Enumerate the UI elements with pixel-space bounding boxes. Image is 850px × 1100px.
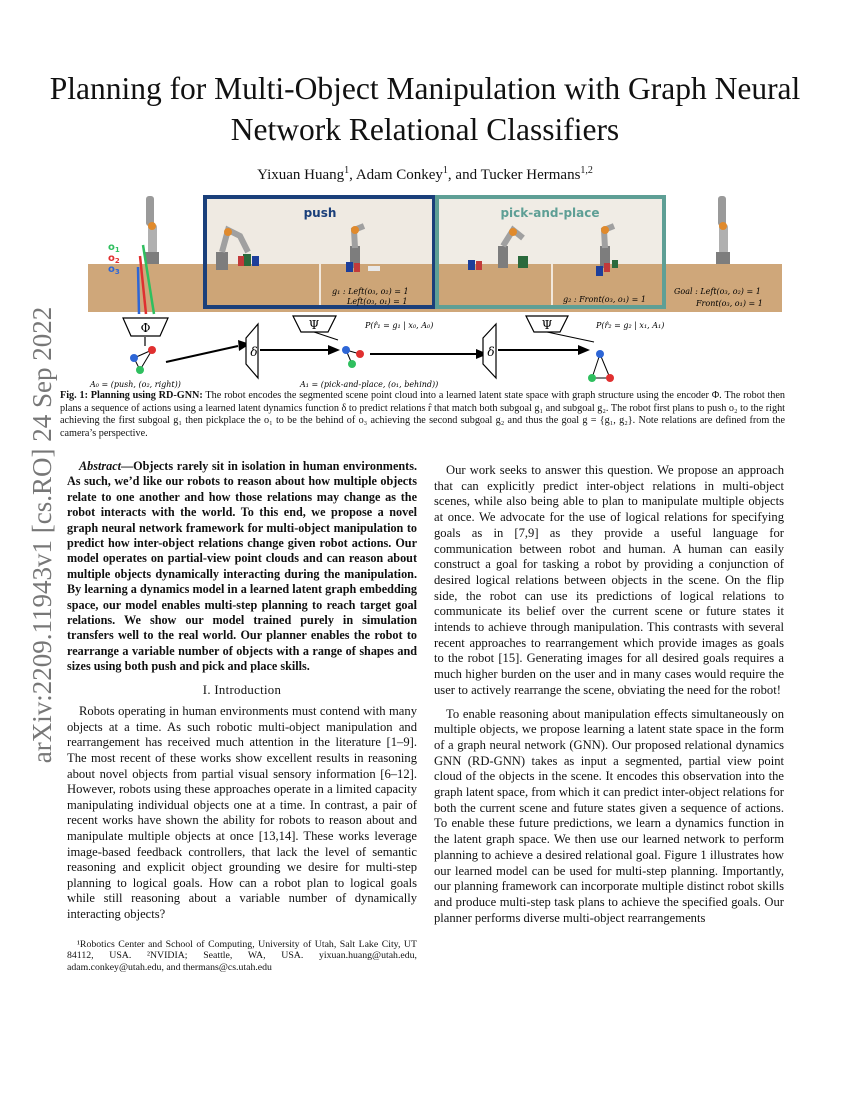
author-3-affil: 1,2 [580, 165, 593, 176]
ray-blue [138, 267, 139, 314]
abstract-dash: — [120, 459, 134, 473]
delta-symbol-2: δ [487, 345, 495, 359]
arxiv-identifier: arXiv:2209.11943v1 [cs.RO] 24 Sep 2022 [27, 306, 57, 764]
abstract-label: Abstract [79, 459, 121, 473]
subgoal-1-rel1: g₁ : Left(o₃, o₂) = 1 [332, 287, 409, 296]
goal-rel2: Front(o₃, o₁) = 1 [696, 299, 763, 308]
author-2: Adam Conkey [355, 167, 443, 183]
goal-rel1: Goal : Left(o₃, o₂) = 1 [674, 287, 761, 296]
object-label-o3: $o_3$ [108, 264, 120, 276]
figure-1 [88, 190, 782, 390]
prob-2: P(r̂₂ = g₂ | x₁, A₁) [596, 321, 665, 330]
abstract-text: Objects rarely sit in isolation in human environments. As such, we’d like our robots to reason about how multiple objects relate to one another and how those relations may change as the robot interacts with the world. To this end, we propose a novel graph neural network framework for multi-object manipulation to predict how inter-object relations change given robot actions. Our model operates on partial-view point clouds and can reason about multiple objects dynamically interacting during the manipulation. By learning a dynamics model in a learned latent graph embedding space, our model enables multi-step planning to reach target goal relations. We show our model trained purely in simulation transfers well to the real world. Our planner enables the robot to rearrange a variable number of objects with a range of shapes and sizes using both push and pick and place skills. [67, 459, 417, 674]
object-label-o2: $o_2$ [108, 253, 120, 265]
abstract [67, 459, 417, 675]
subgoal-1-rel2: Left(o₃, o₁) = 1 [347, 297, 408, 306]
author-1-affil: 1 [344, 165, 350, 176]
right-column [434, 463, 784, 926]
action-1: A₁ = (pick-and-place, (o₁, behind)) [300, 380, 439, 389]
author-1: Yixuan Huang [257, 167, 345, 183]
caption-text: The robot encodes the segmented scene point cloud into a learned latent state space with graph structure using the encoder Φ. The robot then plans a sequence of actions using a learned latent dynamics function δ to predict relations r̂ that match both subgoal g₁ and subgoal g₂. The robot first plans to push o₂ to the right achieving the first subgoal g₁ then pickplace the o₁ to be the behind of o₃ achieving the second subgoal g₂ and thus the goal g = {g₁, g₂}. Note relations are defined from the camera’s perspective. [60, 390, 786, 439]
prob-1: P(r̂₁ = g₁ | x₀, A₀) [365, 321, 434, 330]
author-2-affil: 1 [442, 165, 448, 176]
paper-title: Planning for Multi-Object Manipulation with Graph Neural Network Relational Classifiers [49, 71, 801, 147]
graph-0 [130, 346, 156, 374]
author-3: Tucker Hermans [480, 167, 581, 183]
arxiv-sidebar [22, 290, 62, 780]
psi-symbol-2: Ψ [541, 318, 553, 332]
subgoal-2-rel: g₂ : Front(o₃, o₁) = 1 [563, 295, 646, 304]
intro-paragraph-2: Our work seeks to answer this question. We propose an approach that can explicitly predict inter-object relations in multi-object scenes, while also being able to plan to manipulate multiple objects at once. We advocate for the use of logical relations for specifying goals as in [7,9] as they provide a useful language for communication between robot and human. A human can easily construct a goal for tasking a robot by providing a conjunction of desired logical relations between objects in the scene. On the flip side, the robot can use its predictions of logical relations to communicate its belief over the current scene or future states it intends to achieve through manipulation. This contrasts with several recent approaches to rearrangement which provide images as goals to the robot [15]. Generating images for all desired goals requires a much higher burden on the user and in many cases would require the user to actively rearrange the scene, obviating the need for the robot! [434, 463, 784, 697]
author-separator: , [349, 167, 356, 183]
graph-2 [588, 350, 614, 382]
intro-paragraph-3: To enable reasoning about manipulation effects simultaneously on multiple objects, we propose learning a latent state space in the form of a graph neural network (GNN). Our proposed relational dynamics GNN (RD-GNN) takes as input a segmented, partial view point cloud of the objects in the scene. It encodes this observation into the graph latent space, from which it can predict inter-object relations for both the current scene and future states given a sequence of actions. To enable these future predictions, we learn a dynamics function in the latent graph space. We then use our learned network to perform planning to achieve a desired relational goal. Figure 1 illustrates how our learned model can be used for multi-step planning. Importantly, our planning framework can incorporate multiple distinct robot skills and produce multi-step task plans to achieve the specified goals. Our planner performs diverse multi-object rearrangements [434, 706, 784, 925]
figure-caption [60, 390, 785, 440]
section-number: I. [202, 682, 211, 697]
section-heading-intro [67, 683, 417, 699]
intro-paragraph-1: Robots operating in human environments must contend with many objects at a time. As such robotic multi-object manipulation and rearrangement has received much attention in the literature [1–9]. The most recent of these works show excellent results in reasoning about novel objects from partial visual sensory information [6–12]. However, robots using these approaches operate in a limited capacity manipulating individual objects one at a time. In contrast, a pair of recent works have shown the ability for robots to reason about and manipulate multiple objects at once [13,14]. These works leverage image-based feedback controllers, that lack the level of semantic reasoning and explicit object grounding we desire for multi-step planning to logical goals. How can a robot plan to logical goals while still reasoning about a variable number of dynamically interacting objects? [67, 704, 417, 921]
section-name: Introduction [214, 682, 282, 697]
action-0: A₀ = (push, (o₂, right)) [90, 380, 181, 389]
delta-symbol-1: δ [250, 345, 258, 359]
graph-1 [342, 346, 364, 368]
push-label: push [303, 206, 337, 220]
author-separator: , and [447, 167, 481, 183]
pick-label: pick-and-place [500, 206, 600, 220]
object-label-o1: $o_1$ [108, 242, 120, 254]
robot-arm-right [716, 196, 730, 264]
author-list [0, 165, 850, 184]
psi-symbol-1: Ψ [308, 318, 320, 332]
affiliation-footnote: ¹Robotics Center and School of Computing, University of Utah, Salt Lake City, UT 84112, USA. ²NVIDIA; Seattle, WA, USA. yixuan.huang@utah.edu, adam.conkey@utah.edu, and thermans@cs.utah.edu [67, 938, 417, 973]
left-column [67, 459, 417, 973]
caption-label: Fig. 1: Planning using RD-GNN: [60, 390, 203, 401]
phi-symbol: Φ [140, 321, 151, 335]
